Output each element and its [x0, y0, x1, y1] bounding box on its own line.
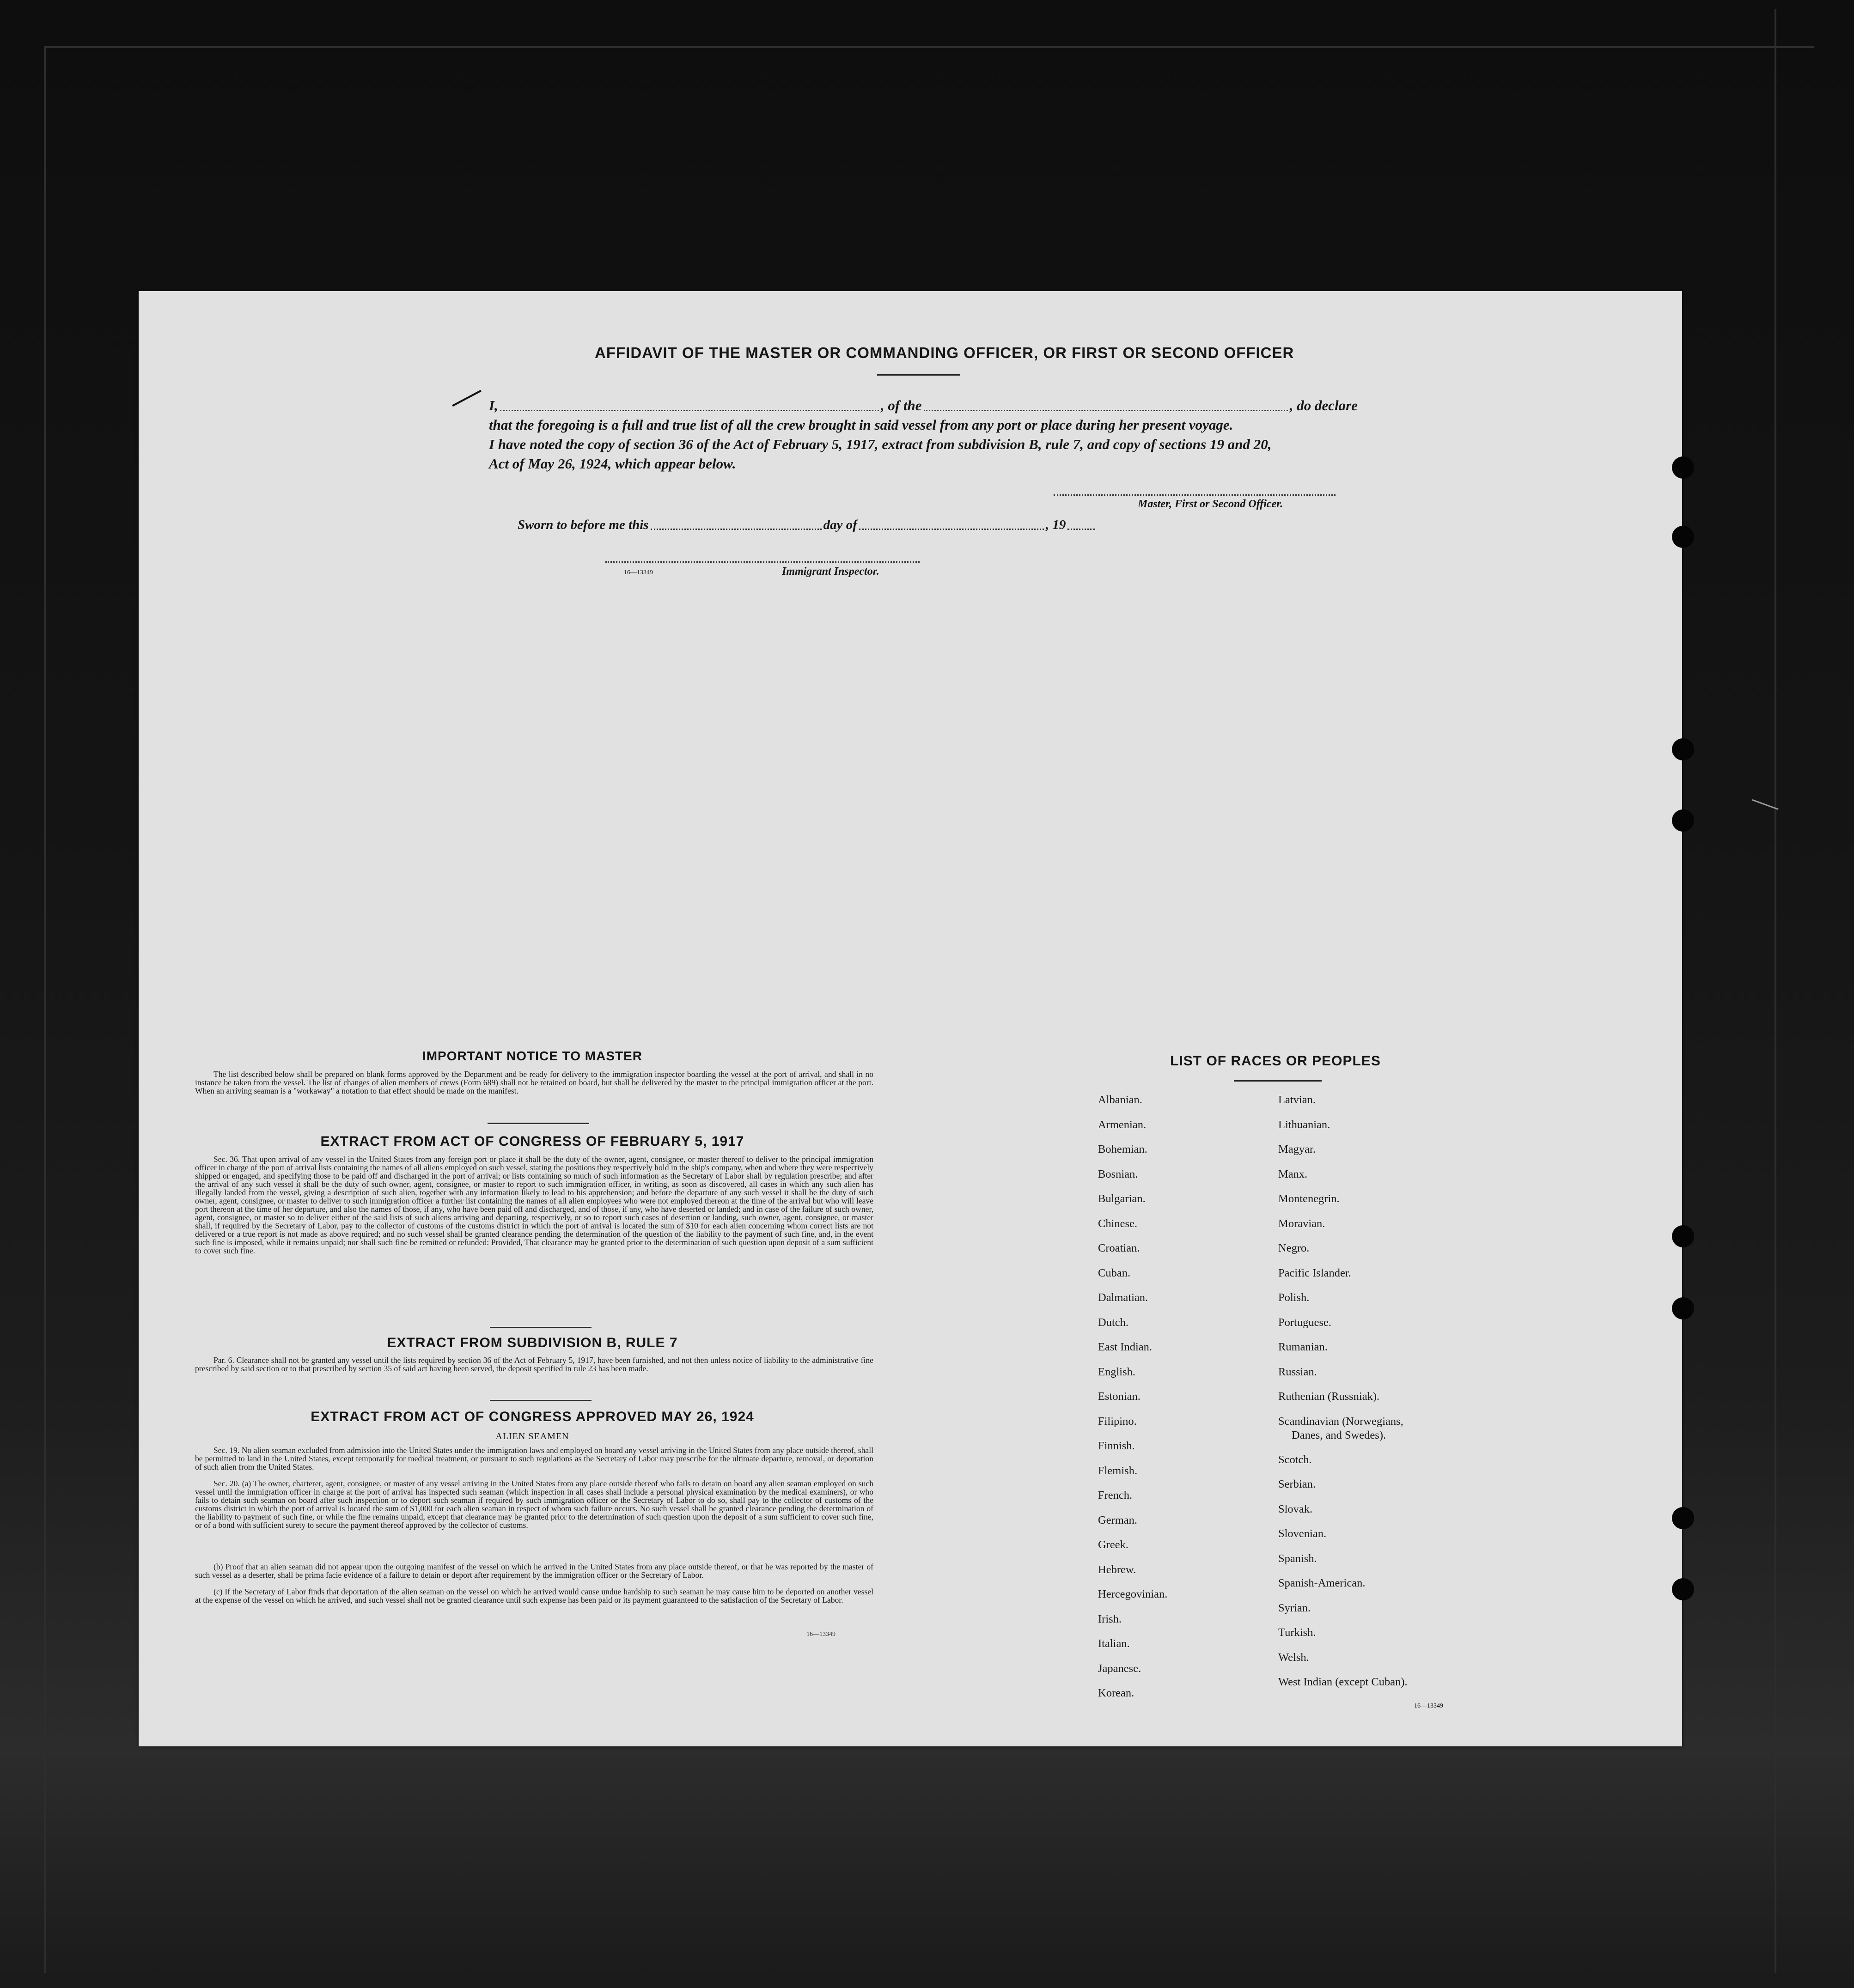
race-item: Scotch.	[1278, 1453, 1312, 1466]
name-blank[interactable]	[500, 400, 879, 411]
race-item: Serbian.	[1278, 1478, 1316, 1490]
day-of-text: day of	[823, 517, 857, 532]
race-item: Estonian.	[1098, 1390, 1140, 1403]
race-item: Welsh.	[1278, 1651, 1309, 1664]
race-item: Armenian.	[1098, 1118, 1147, 1131]
race-item: Moravian.	[1278, 1217, 1325, 1230]
race-item: Spanish-American.	[1278, 1577, 1366, 1589]
race-item: Rumanian.	[1278, 1341, 1328, 1353]
race-item: Croatian.	[1098, 1242, 1140, 1254]
sworn-line	[518, 517, 1151, 533]
race-item: Bulgarian.	[1098, 1192, 1146, 1205]
race-item: Hercegovinian.	[1098, 1588, 1168, 1600]
binding-hole	[1672, 1297, 1694, 1319]
sec19-body: Sec. 19. No alien seaman excluded from admission into the United States under the immigration laws and employed on board any vessel arriving in the United States from any place outside thereof, shall be permitted to land in the United States, except temporarily for medical treatment, or pursuant to such regulations as the Secretary of Labor may prescribe for the ultimate departure, removal, or deportation of such alien from the United States.	[195, 1446, 873, 1471]
sworn-year-blank[interactable]	[1067, 518, 1095, 530]
race-item: English.	[1098, 1365, 1135, 1378]
affidavit-title: AFFIDAVIT OF THE MASTER OR COMMANDING OFFICER, OR FIRST OR SECOND OFFICER	[595, 344, 1294, 361]
sec20b-body: (b) Proof that an alien seaman did not appear upon the outgoing manifest of the vessel on which he arrived in the United States from any place outside thereof, or that he was reported by the master of such vessel as a deserter, shall be prima facie evidence of a failure to detain or deport after requirement by the immigration officer or the Secretary of Labor.	[195, 1562, 873, 1580]
notice-rule	[488, 1123, 589, 1124]
race-item: Korean.	[1098, 1687, 1134, 1699]
race-item: Bohemian.	[1098, 1143, 1147, 1155]
race-item: East Indian.	[1098, 1341, 1153, 1353]
film-frame-top	[44, 46, 1814, 48]
affidavit-line-3: I have noted the copy of section 36 of the Act of February 5, 1917, extract from subdivision B, rule 7, and copy of sections 19 and 20,	[489, 436, 1272, 452]
race-item: Portuguese.	[1278, 1316, 1331, 1329]
binding-hole	[1672, 1507, 1694, 1529]
race-item: Ruthenian (Russniak).	[1278, 1390, 1380, 1403]
rule7-rule	[490, 1400, 592, 1401]
affidavit-line-1	[489, 397, 1358, 414]
races-form-number: 16—13349	[1414, 1702, 1443, 1709]
film-frame-right	[1775, 9, 1776, 1973]
race-item: Spanish.	[1278, 1552, 1317, 1565]
race-item: Chinese.	[1098, 1217, 1138, 1230]
affidavit-i: I,	[489, 397, 498, 413]
race-item: Russian.	[1278, 1365, 1317, 1378]
rule7-title: EXTRACT FROM SUBDIVISION B, RULE 7	[387, 1335, 678, 1350]
extract-1924-title: EXTRACT FROM ACT OF CONGRESS APPROVED MAY 26, 1924	[311, 1409, 754, 1424]
year-prefix: , 19	[1045, 517, 1066, 532]
sec20a-body: Sec. 20. (a) The owner, charterer, agent, consignee, or master of any vessel arriving in the United States from any place outside thereof who fails to detain on board any alien seaman employed on such vessel until the immigration officer in charge at the port of arrival has inspected such seaman (which inspection in all cases shall include a personal physical examination by the medical examiners), or who fails to detain such seaman on board after such inspection or to deport such seaman if required by such immigration officer or the Secretary of Labor to do so, shall pay to the collector of customs of the customs district in which the port of arrival is located the sum of $1,000 for each alien seaman in respect of whom such failure occurs. No such vessel shall be granted clearance pending the determination of the liability to payment of such fine, or while the fine remains unpaid, except that clearance may be granted prior to the determination of such question upon the deposit of a sum sufficient to cover such fine, or of a bond with sufficient surety to secure the payment thereof approved by the collector of customs.	[195, 1479, 873, 1530]
affidavit-line-2: that the foregoing is a full and true list of all the crew brought in said vessel from any port or place during her present voyage.	[489, 417, 1233, 433]
sec20c-body: (c) If the Secretary of Labor finds that deportation of the alien seaman on the vessel on which he arrived would cause undue hardship to such seaman he may cause him to be deported on another vessel at the expense of the vessel on which he arrived, and such vessel shall not be granted clearance until such expense has been paid or its payment guaranteed to the satisfaction of the Secretary of Labor.	[195, 1587, 873, 1605]
master-signature-line[interactable]	[1054, 494, 1336, 496]
binding-hole	[1672, 738, 1694, 760]
race-item: Finnish.	[1098, 1440, 1135, 1452]
race-item: German.	[1098, 1514, 1138, 1526]
race-item: Dutch.	[1098, 1316, 1128, 1329]
extract-1917-title: EXTRACT FROM ACT OF CONGRESS OF FEBRUARY 5, 1917	[320, 1134, 744, 1149]
film-frame-left	[44, 46, 46, 1973]
binding-hole	[1672, 526, 1694, 548]
races-title: LIST OF RACES OR PEOPLES	[1170, 1053, 1381, 1069]
race-item: French.	[1098, 1489, 1133, 1502]
race-item: Filipino.	[1098, 1415, 1137, 1428]
race-item: Slovenian.	[1278, 1527, 1327, 1540]
binding-hole	[1672, 809, 1694, 832]
races-rule	[1234, 1080, 1322, 1082]
race-item: Greek.	[1098, 1538, 1128, 1551]
race-item: Negro.	[1278, 1242, 1310, 1254]
binding-hole	[1672, 1225, 1694, 1247]
extract-1917-body: Sec. 36. That upon arrival of any vessel in the United States from any foreign port or place it shall be the duty of the owner, agent, consignee, or master thereof to deliver to the principal immigration officer in charge of the port of arrival lists containing the names of all aliens employed on such vessel, stating the positions they respectively hold in the ship's company, when and where they were respectively shipped or engaged, and specifying those to be paid off and discharged in the port of arrival; or lists containing so much of such information as the Secretary of Labor shall by regulation prescribe; and after the arrival of any such vessel it shall be the duty of such owner, agent, consignee, or master to report to such immigration officer, in writing, as soon as discovered, all cases in which any such alien has illegally landed from the vessel, giving a description of such alien, together with any information likely to lead to his apprehension; and before the departure of any such vessel it shall be the duty of such owner, agent, consignee, or master to deliver to such immigration officer a further list containing the names of all alien employees who were not employed thereon at the time of the arrival but who will leave port thereon at the time of her departure, and also the names of those, if any, who have been paid off and discharged, and of those, if any, who have deserted or landed; and in case of the failure of such owner, agent, consignee, or master so to deliver either of the said lists of such aliens arriving and departing, respectively, or so to report such cases of desertion or landing, such owner, agent, consignee, or master shall, if required by the Secretary of Labor, pay to the collector of customs of the customs district in which the port of arrival is located the sum of $10 for each alien concerning whom correct lists are not delivered or a true report is not made as above required; and no such vessel shall be granted clearance pending the determination of the question of the liability to the payment of such fine, and, in the event such fine is imposed, while it remains unpaid; nor shall such fine be remitted or refunded: Provided, That clearance may be granted prior to the determination of such question upon deposit of a sum sufficient to cover such fine.	[195, 1155, 873, 1255]
inspector-label: Immigrant Inspector.	[782, 565, 879, 578]
race-item: Dalmatian.	[1098, 1291, 1148, 1304]
race-item: Japanese.	[1098, 1662, 1141, 1675]
race-item: Italian.	[1098, 1637, 1130, 1650]
binding-hole	[1672, 1578, 1694, 1600]
master-signature-label: Master, First or Second Officer.	[1138, 498, 1283, 510]
affidavit-form-number: 16—13349	[624, 569, 653, 576]
alien-seamen-subtitle: ALIEN SEAMEN	[495, 1431, 569, 1441]
race-item: Slovak.	[1278, 1502, 1313, 1515]
race-item: Magyar.	[1278, 1143, 1316, 1155]
extract-form-number: 16—13349	[806, 1631, 836, 1638]
race-item: Hebrew.	[1098, 1563, 1136, 1576]
race-item: Pacific Islander.	[1278, 1266, 1351, 1279]
race-item: Latvian.	[1278, 1094, 1316, 1106]
race-item: Bosnian.	[1098, 1167, 1138, 1180]
extract-1917-rule	[490, 1327, 592, 1328]
notice-title: IMPORTANT NOTICE TO MASTER	[422, 1049, 643, 1063]
affidavit-declare: , do declare	[1289, 397, 1358, 413]
race-item: Lithuanian.	[1278, 1118, 1330, 1131]
rule7-body: Par. 6. Clearance shall not be granted any vessel until the lists required by section 36 of the Act of February 5, 1917, have been furnished, and not then unless notice of liability to the administrative fine prescribed by said section or to that prescribed by section 35 of said act having been served, the deposit specified in rule 23 has been made.	[195, 1356, 873, 1373]
race-item: Syrian.	[1278, 1601, 1311, 1614]
title-rule	[877, 374, 960, 376]
race-item: Manx.	[1278, 1167, 1308, 1180]
race-item: Turkish.	[1278, 1626, 1316, 1639]
race-item: Montenegrin.	[1278, 1192, 1340, 1205]
sworn-day-blank[interactable]	[651, 518, 822, 530]
affidavit-line-4: Act of May 26, 1924, which appear below.	[489, 456, 736, 472]
sworn-month-blank[interactable]	[859, 518, 1044, 530]
affidavit-of-the: , of the	[880, 397, 922, 413]
race-item: Polish.	[1278, 1291, 1310, 1304]
vessel-blank[interactable]	[924, 400, 1288, 411]
race-item: West Indian (except Cuban).	[1278, 1676, 1408, 1688]
race-item: Flemish.	[1098, 1464, 1138, 1477]
notice-body: The list described below shall be prepared on blank forms approved by the Department and be ready for delivery to the immigration inspector boarding the vessel at the port of arrival, and shall in no instance be taken from the vessel. The list of changes of alien members of crews (Form 689) shall not be retained on board, but shall be delivered by the master to the principal immigration officer at the port. When an arriving seaman is a "workaway" a notation to that effect should be made on the manifest.	[195, 1070, 873, 1095]
binding-hole	[1672, 456, 1694, 479]
race-item: Danes, and Swedes).	[1292, 1429, 1386, 1441]
race-item: Irish.	[1098, 1612, 1122, 1625]
inspector-signature-line[interactable]	[605, 561, 920, 563]
race-item: Scandinavian (Norwegians,	[1278, 1415, 1403, 1428]
sworn-text: Sworn to before me this	[518, 517, 649, 532]
race-item: Albanian.	[1098, 1094, 1142, 1106]
race-item: Cuban.	[1098, 1266, 1131, 1279]
